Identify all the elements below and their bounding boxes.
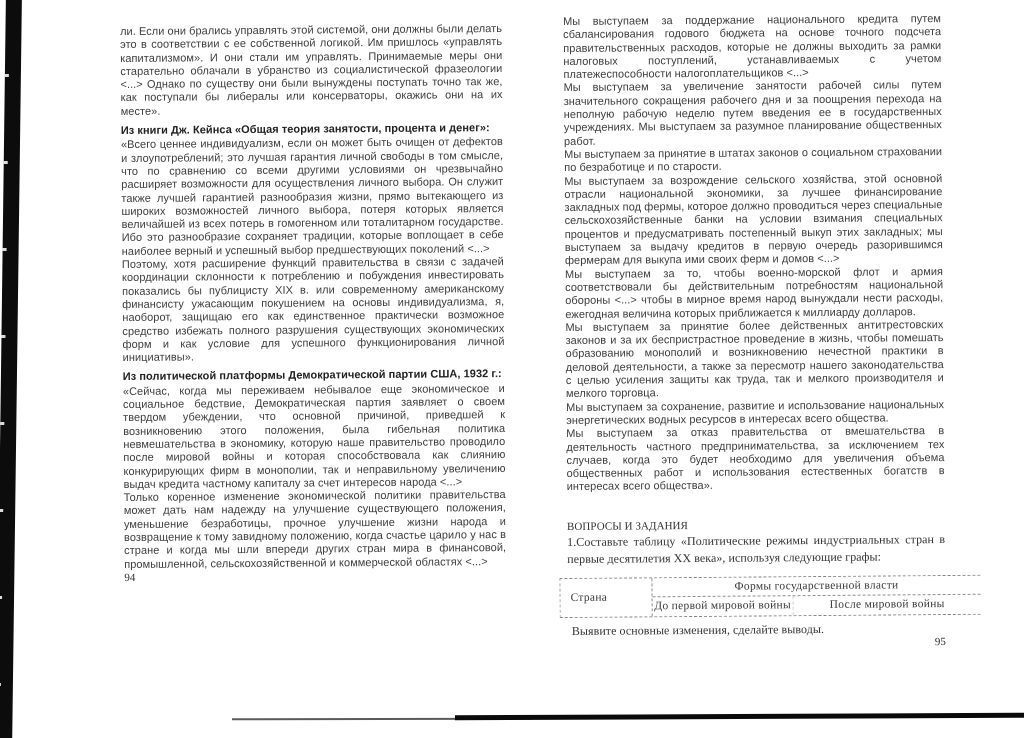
paragraph: Поэтому, хотя расширение функций правительства в связи с задачей координации склонности к потреблению и побуждения инвестировать показались бы публицисту XIX в. или современному американскому финансисту ужасающим покушением на основы индивидуализма, я, наоборот, защищаю его как единственное практически возможное средство избежать полного разрушения существующих экономических форм и как условие для успешного функционирования личной инициативы». <box>121 256 505 365</box>
paragraph: Мы выступаем за поддержание национального кредита путем сбалансирования годового бюджета на основе точного подсчета правительственных расходов, которые не должны выходить за рамки налоговых поступлений, устанавливаемых с учетом платежеспособности налогоплательщиков <...> <box>563 13 942 82</box>
questions-section <box>567 518 946 639</box>
paragraph: Мы выступаем за увеличение занятости рабочей силы путем значительного сокращения рабочего дня и за поощрения перехода на неполную рабочую неделю путем введения ее в государственных учреждениях. Мы выступаем за разумное планирование общественных работ. <box>563 79 942 148</box>
table-header-after-ww1: После мировой войны <box>793 595 981 615</box>
binding-strip <box>0 0 22 738</box>
heading-keynes: Из книги Дж. Кейнса «Общая теория занятости, процента и денег»: <box>120 122 490 138</box>
page-95 <box>563 13 946 652</box>
heading-democratic-platform: Из политической платформы Демократической партии США, 1932 г.: <box>122 368 502 384</box>
page-number-94: 94 <box>124 571 136 584</box>
paragraph: Мы выступаем за принятие в штатах законов о социальном страховании по безработице и по старости. <box>564 145 943 175</box>
paragraph: ли. Если они брались управлять этой системой, они должны были делать это в соответствии с ее собственной логикой. Им пришлось «управлять капитализмом». И они стали им управлять. Принимаемые меры они старательно облачали в убранство из социалистической фразеологии <...> Однако по существу они были вынуждены поступать точно так же, как поступали бы либералы или консерваторы, окажись они на их месте». <box>120 22 503 118</box>
task-followup: Выявите основные изменения, сделайте выводы. <box>571 621 825 638</box>
page-edge-shadow-thick <box>455 713 1024 720</box>
binding-strip-notches <box>0 0 10 738</box>
paragraph: Только коренное изменение экономической политики правительства может дать нам надежду на улучшение существующего положения, уменьшение безработицы, прочное улучшение жизни народа и возвращение к тому завидному положению, когда счастье царило у нас в стране и когда мы шли впереди других стран мира в финансовой, промышленной, сельскохозяйственной и коммерческой областях <...> <box>123 489 507 571</box>
paragraph: Мы выступаем за сохранение, развитие и использование национальных энергетических водных ресурсов в интересах всего общества. <box>566 398 945 427</box>
paragraph: «Сейчас, когда мы переживаем небывалое еще экономическое и социальное бедствие, Демократическая партия заявляет о своем твердом убеждении, что основной причиной, приведшей к возникновению этого положения, была гибельная политика невмешательства в экономику, которую наше правительство проводило после мировой войны и которая способствовала как слиянию конкурирующих фирм в монополии, так и неправильному увеличению выдач кредита частному капиталу за счет интересов народа <...> <box>122 382 506 491</box>
paragraph: Мы выступаем за принятие более действенных антитрестовских законов и за их беспристрастное проведение в жизнь, чтобы помешать образованию монополий и возникновению нечестной практики в деловой деятельности, а также за пересмотр нашего законодательства с целью усиления защиты как труда, так и мелкого производителя и мелкого торговца. <box>565 318 944 401</box>
paragraph: Мы выступаем за то, чтобы военно-морской флот и армия соответствовали бы действительным потребностям национальной обороны <...> чтобы в мирное время народ вынуждали нести расходы, ежегодная величина которых приближается к миллиарду долларов. <box>564 265 944 321</box>
table-header-forms-of-power: Формы государственной власти <box>652 576 980 598</box>
questions-heading: ВОПРОСЫ И ЗАДАНИЯ <box>566 519 688 533</box>
political-regimes-table <box>559 575 980 618</box>
page-number-95: 95 <box>934 635 946 649</box>
paragraph: «Всего ценнее индивидуализм, если он может быть очищен от дефектов и злоупотреблений; это лучшая гарантия личной свободы в том смысле, что по сравнению со всеми другими условиями он чрезвычайно расширяет возможности для осуществления личного выбора. Он служит также лучшей гарантией разнообразия жизни, прямо вытекающего из широких возможностей личного выбора, потеря которых является величайшей из всех потерь в гомогенном или тоталитарном государстве. Ибо это разнообразие сохраняет традиции, которые воплощает в себе наиболее верный и успешный выбор предшествующих поколений <...> <box>120 136 504 258</box>
task-1: 1.Составьте таблицу «Политические режимы индустриальных стран в первые десятилетия XX века», используя следующие графы: <box>567 531 946 567</box>
table-header-country: Страна <box>560 578 652 617</box>
paragraph: Мы выступаем за отказ правительства от вмешательства в деятельность частного предпринимательства, за исключением тех случаев, когда это будет необходимо для увеличения объема общественных работ и использования естественных богатств в интересах всего общества». <box>566 425 945 494</box>
page-94 <box>120 23 506 585</box>
paragraph: Мы выступаем за возрождение сельского хозяйства, этой основной отрасли национальной экономики, за лучшее финансирование закладных под фермы, которое должно проводиться через специальные сельскохозяйственные банки на условии взимания специальных процентов и предусматривать постепенный выкуп этих закладных; мы выступаем за выдачу кредитов в первую очередь разорившимся фермерам для выкупа ими своих ферм и домов <...> <box>564 172 943 268</box>
table-header-before-ww1: До первой мировой войны <box>654 599 792 613</box>
